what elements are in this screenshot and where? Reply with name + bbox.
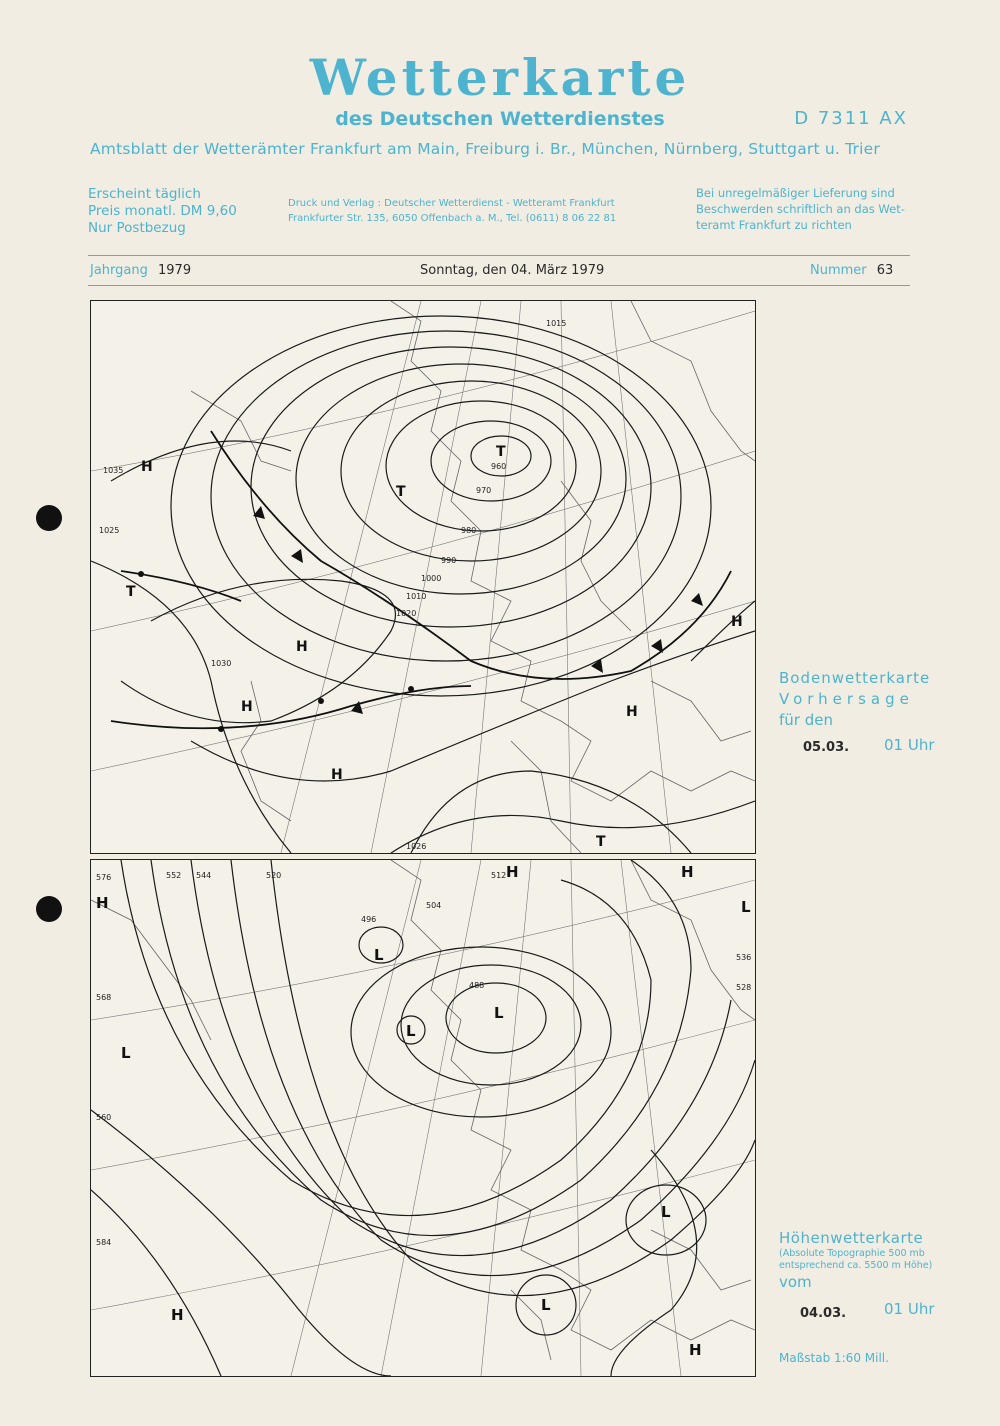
info-middle-line: Druck und Verlag : Deutscher Wetterdienst - Wetteramt Frankfurt	[288, 198, 615, 209]
info-left-line: Erscheint täglich	[88, 186, 201, 202]
upper-map-drawing	[91, 860, 755, 1376]
coastlines	[191, 301, 755, 853]
contour-label: 568	[96, 993, 112, 1002]
center-high: H	[296, 639, 308, 655]
coastlines	[91, 860, 755, 1360]
info-middle	[288, 196, 616, 226]
center-high: H	[681, 863, 694, 881]
isobar-label: 1030	[211, 659, 232, 668]
contour-label: 504	[426, 901, 442, 910]
caption-line: Vorhersage	[779, 690, 914, 708]
contour-label: 512	[491, 871, 507, 880]
contour-label: 552	[166, 871, 182, 880]
rule-top	[88, 255, 910, 256]
isobar-label: 1026	[406, 842, 427, 851]
center-high: H	[626, 704, 638, 720]
isobar-label: 960	[491, 462, 507, 471]
surface-weather-map	[90, 300, 756, 854]
center-high: H	[96, 894, 109, 912]
center-low: L	[741, 898, 751, 916]
height-contours	[91, 860, 755, 1376]
center-low: T	[596, 834, 606, 850]
upper-map-vom: vom	[779, 1273, 812, 1291]
note-line: (Absolute Topographie 500 mb	[779, 1248, 925, 1259]
center-low: L	[661, 1203, 671, 1221]
nummer-label: Nummer	[810, 263, 867, 278]
isobar-label: 970	[476, 486, 492, 495]
isobar-label: 1025	[99, 526, 120, 535]
info-right-line: Beschwerden schriftlich an das Wet-	[696, 202, 905, 216]
nummer	[810, 263, 893, 278]
contour-label: 528	[736, 983, 752, 992]
info-right-line: Bei unregelmäßiger Lieferung sind	[696, 186, 895, 200]
punch-hole-bottom	[36, 896, 62, 922]
jahrgang-value: 1979	[158, 263, 192, 278]
center-high: H	[731, 614, 743, 630]
contour-label: 560	[96, 1113, 112, 1122]
isobar-label: 990	[441, 556, 457, 565]
isobar-label: 1035	[103, 466, 124, 475]
surface-map-time: 01 Uhr	[884, 736, 935, 754]
upper-map-time: 01 Uhr	[884, 1300, 935, 1318]
center-low: L	[374, 946, 384, 964]
front-symbols	[138, 506, 703, 732]
info-left	[88, 186, 237, 237]
center-low: L	[121, 1044, 131, 1062]
upper-map-date: 04.03.	[800, 1306, 847, 1321]
upper-map-note	[779, 1248, 932, 1272]
note-line: entsprechend ca. 5500 m Höhe)	[779, 1260, 933, 1271]
caption-line: für den	[779, 711, 833, 729]
surface-map-caption	[779, 668, 930, 731]
center-low: L	[406, 1022, 416, 1040]
contour-label: 584	[96, 1238, 112, 1247]
rule-bottom	[88, 285, 910, 286]
center-high: H	[241, 699, 253, 715]
jahrgang	[90, 263, 191, 278]
pressure-centers	[126, 444, 743, 850]
jahrgang-label: Jahrgang	[90, 263, 148, 278]
center-high: H	[506, 863, 519, 881]
info-right-line: teramt Frankfurt zu richten	[696, 218, 852, 232]
contour-label: 496	[361, 915, 377, 924]
upper-air-map	[90, 859, 756, 1377]
center-high: H	[689, 1341, 702, 1359]
isobar-label: 1010	[406, 592, 427, 601]
center-low: L	[541, 1296, 551, 1314]
caption-line: Bodenwetterkarte	[779, 669, 931, 687]
contour-label: 488	[469, 981, 485, 990]
center-low: L	[494, 1004, 504, 1022]
surface-map-date: 05.03.	[803, 740, 850, 755]
nummer-value: 63	[876, 263, 894, 278]
isobar-label: 1015	[546, 319, 567, 328]
contour-label: 520	[266, 871, 282, 880]
center-low: T	[396, 484, 406, 500]
contour-label: 536	[736, 953, 752, 962]
center-high: H	[331, 767, 343, 783]
issue-date: Sonntag, den 04. März 1979	[420, 263, 605, 278]
publication-code: D 7311 AX	[794, 108, 908, 129]
punch-hole-top	[36, 505, 62, 531]
center-high: H	[141, 459, 153, 475]
center-low: T	[126, 584, 136, 600]
graticule	[91, 860, 755, 1376]
caption-line: Höhenwetterkarte	[779, 1229, 924, 1247]
page-title: Wetterkarte	[309, 48, 691, 107]
isobar-label: 980	[461, 526, 477, 535]
contour-labels	[96, 871, 751, 1247]
page-subtitle: des Deutschen Wetterdienstes	[335, 108, 665, 130]
info-middle-line: Frankfurter Str. 135, 6050 Offenbach a. M., Tel. (0611) 8 06 22 81	[288, 213, 617, 224]
contour-label: 544	[196, 871, 212, 880]
surface-map-drawing	[91, 301, 755, 853]
info-left-line: Preis monatl. DM 9,60	[88, 203, 237, 219]
info-left-line: Nur Postbezug	[88, 220, 186, 236]
contour-label: 576	[96, 873, 112, 882]
map-scale: Maßstab 1:60 Mill.	[779, 1351, 889, 1365]
center-low: T	[496, 444, 506, 460]
upper-map-caption	[779, 1228, 923, 1249]
isobar-label: 1000	[421, 574, 442, 583]
info-right	[696, 185, 905, 233]
height-centers	[96, 863, 751, 1359]
center-high: H	[171, 1306, 184, 1324]
amtsblatt-line: Amtsblatt der Wetterämter Frankfurt am Main, Freiburg i. Br., München, Nürnberg, Stuttgart u. Trier	[90, 140, 880, 158]
isobar-label: 1020	[396, 609, 417, 618]
